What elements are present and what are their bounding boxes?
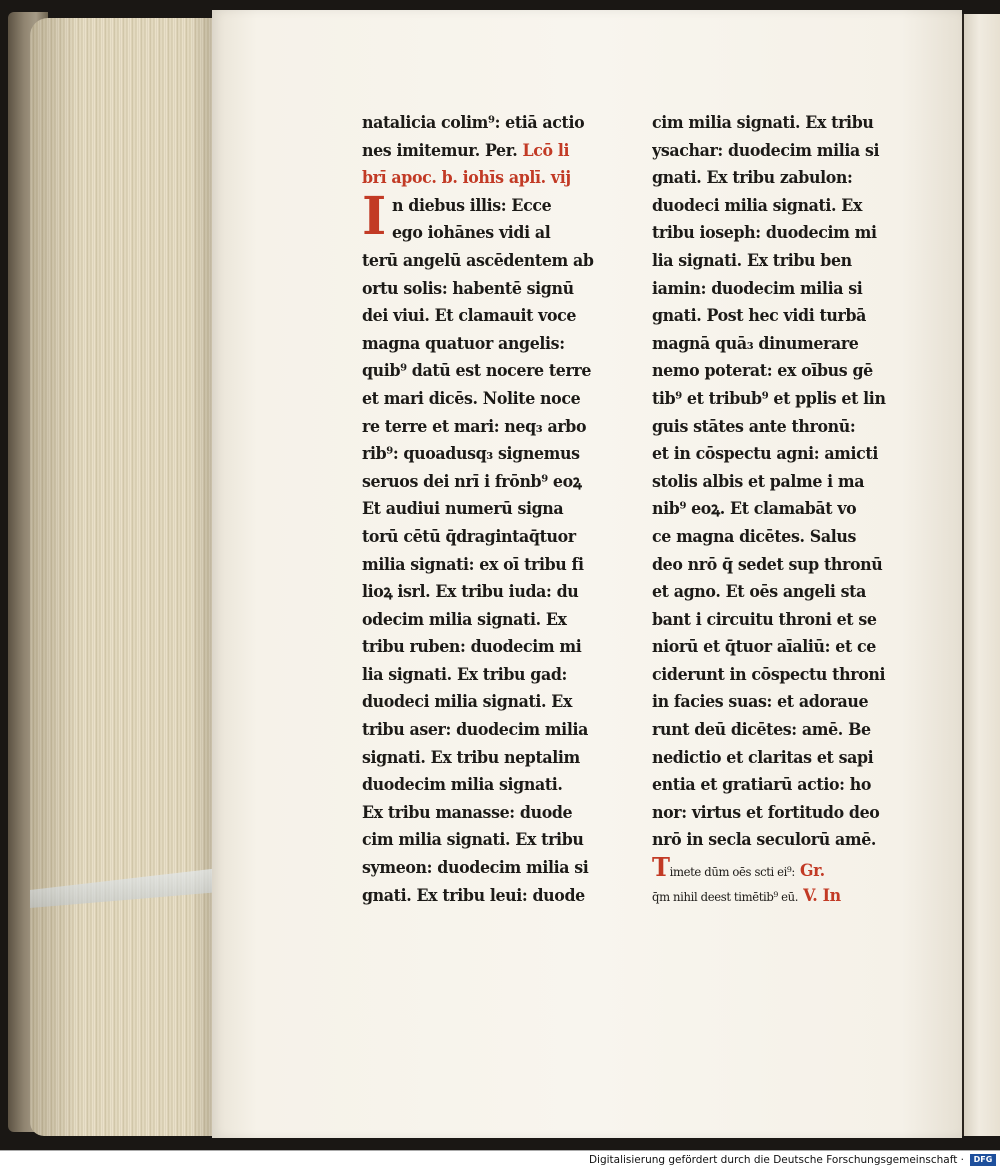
text-line: re terre et mari: neq₃ arbo [362,416,587,437]
text-line: gnati. Ex tribu zabulon: [652,168,853,189]
text-line: in facies suas: et adoraue [652,692,869,713]
rubric: V. In [803,885,841,906]
text-line: nemo poterat: ex oībus gē [652,361,873,382]
text-line: niorū et q̄tuor aīaliū: et ce [652,637,876,658]
page-edges [30,18,230,1136]
right-column [652,110,920,910]
text-line: bant i circuitu throni et se [652,609,877,630]
text-line: entia et gratiarū actio: ho [652,775,872,796]
next-page-edge [962,14,1000,1136]
text-line: gnati. Ex tribu leui: duode [362,885,585,906]
text-line: runt deū dicētes: amē. Be [652,720,871,741]
text-line: lia signati. Ex tribu gad: [362,664,567,685]
dfg-logo: DFG [970,1154,996,1166]
footer-bar [0,1150,1000,1170]
left-column [362,110,630,910]
text-line: quib⁹ datū est nocere terre [362,361,592,382]
text-line: Ex tribu manasse: duode [362,802,573,823]
rubric-line: brī apoc. b. iohīs aplī. vij [362,168,571,189]
text-line: et mari dicēs. Nolite noce [362,388,581,409]
text-line: rib⁹: quoadusq₃ signemus [362,444,580,465]
text-line: symeon: duodecim milia si [362,858,589,879]
text-line: ysachar: duodecim milia si [652,140,880,161]
text-line: tribu ioseph: duodecim mi [652,223,877,244]
text-line: lia signati. Ex tribu ben [652,250,852,271]
text-line: dei viui. Et clamauit voce [362,306,577,327]
text-line: ego iohānes vidi al [392,223,551,244]
text-line: cim milia signati. Ex tribu [652,113,874,133]
text-line: nor: virtus et fortitudo deo [652,802,880,823]
text-line: natalicia colim⁹: etiā actio [362,113,585,133]
text-line: ortu solis: habentē signū [362,278,574,299]
text-line: iamin: duodecim milia si [652,278,863,299]
rubric: Lcō li [522,140,570,161]
text-line: torū cētū q̄dragintaq̄tuor [362,526,576,547]
manuscript-page [212,10,962,1138]
gradual-line: Timete dūm oēs scti ei⁹: Gr. [652,855,825,883]
text-line: nes imitemur. Per. Lcō li [362,140,570,161]
text-line: seruos dei nrī i frōnb⁹ eoꝝ [362,471,582,492]
text-line: guis stātes ante thronū: [652,416,856,437]
text-line: tib⁹ et tribub⁹ et pplis et lin [652,388,886,409]
rubric: Gr. [800,861,825,882]
text-line: tribu aser: duodecim milia [362,720,588,741]
text-line: odecim milia signati. Ex [362,609,567,630]
text-line: stolis albis et palme i ma [652,471,865,492]
text-line: et agno. Et oēs angeli sta [652,582,866,603]
text-line: n diebus illis: Ecce [392,195,552,216]
text-line: et in cōspectu agni: amicti [652,444,879,465]
text-line: nrō in secla seculorū amē. [652,830,877,851]
text-line: magna quatuor angelis: [362,333,565,354]
text-line: duodecim milia signati. [362,775,563,796]
initial-block [362,185,630,248]
text-line: lioꝝ isrl. Ex tribu iuda: du [362,582,579,603]
gradual-line-2: q̄m nihil deest timētib⁹ eū. V. In [652,885,841,906]
funding-notice: Digitalisierung gefördert durch die Deutsche Forschungsgemeinschaft · [588,1154,964,1166]
text-line: Et audiui numerū signa [362,499,564,520]
text-line: cim milia signati. Ex tribu [362,830,584,851]
text-line: gnati. Post hec vidi turbā [652,306,867,327]
text-line: terū angelū ascēdentem ab [362,250,594,271]
text-line: deo nrō q̄ sedet sup thronū [652,554,883,575]
text-line: tribu ruben: duodecim mi [362,637,582,658]
text-line: nib⁹ eoꝝ. Et clamabāt vo [652,499,857,520]
text-line: duodeci milia signati. Ex [362,692,573,713]
text-line: ce magna dicētes. Salus [652,526,856,547]
text-line: signati. Ex tribu neptalim [362,747,580,768]
text-line: ciderunt in cōspectu throni [652,664,886,685]
gradual-initial: T [652,855,670,883]
text-line: nedictio et claritas et sapi [652,747,874,768]
decorated-initial: I [362,185,387,247]
text-line: magnā quā₃ dinumerare [652,333,859,354]
text-line: duodeci milia signati. Ex [652,195,863,216]
text-line: milia signati: ex oī tribu fi [362,554,584,575]
